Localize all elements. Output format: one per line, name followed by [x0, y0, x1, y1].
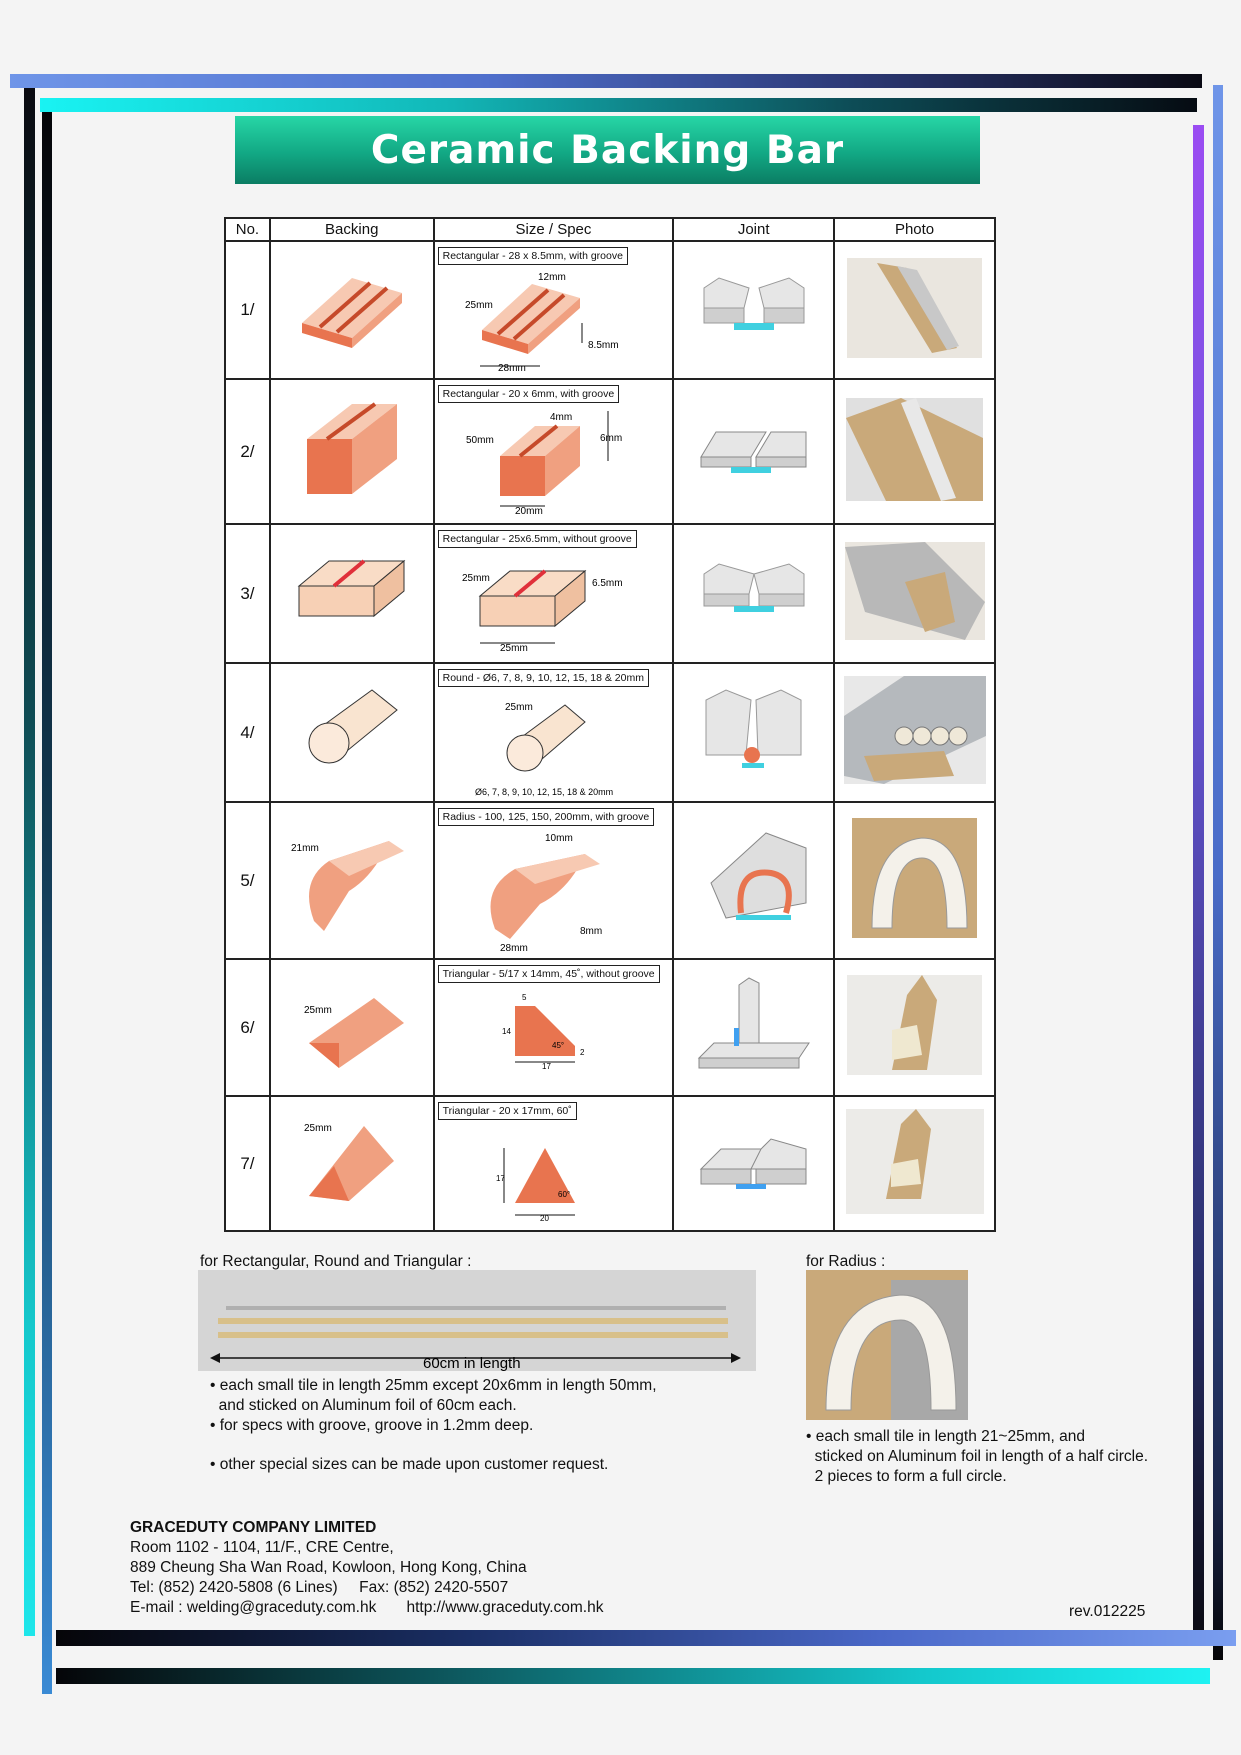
decorative-bar-bottom	[56, 1630, 1236, 1646]
spec-cell	[434, 241, 674, 379]
dim-label: 4mm	[549, 412, 572, 423]
dim-label: 20mm	[514, 506, 543, 517]
rect-note-1: • each small tile in length 25mm except 20x6mm in length 50mm,	[210, 1377, 657, 1394]
photo-cell	[834, 802, 995, 959]
spec-cell	[434, 379, 674, 524]
dim-label: 25mm	[461, 573, 490, 584]
joint-diagram-icon	[694, 973, 814, 1078]
spec-cell	[434, 1096, 674, 1231]
dim-label: 25mm	[499, 643, 528, 654]
product-photo	[847, 258, 982, 358]
header-no: No.	[225, 218, 270, 241]
backing-rect-flat-icon	[294, 556, 409, 626]
joint-cell	[673, 1096, 834, 1231]
company-phone: Tel: (852) 2420-5808 (6 Lines) Fax: (852) 2420-5507	[130, 1579, 509, 1596]
header-joint: Joint	[673, 218, 834, 241]
company-name: GRACEDUTY COMPANY LIMITED	[130, 1519, 377, 1536]
spec-label: Rectangular - 25x6.5mm, without groove	[438, 530, 637, 548]
spec-label: Triangular - 20 x 17mm, 60˚	[438, 1102, 577, 1120]
decorative-bar-top-cyan	[40, 98, 1197, 112]
spec-cell	[434, 802, 674, 959]
row-number: 2/	[225, 379, 270, 524]
header-backing: Backing	[270, 218, 434, 241]
backing-round-icon	[297, 685, 407, 775]
row-number: 4/	[225, 663, 270, 802]
photo-cell	[834, 379, 995, 524]
title-banner	[235, 116, 980, 184]
spec-label: Triangular - 5/17 x 14mm, 45˚, without groove	[438, 965, 660, 983]
photo-cell	[834, 1096, 995, 1231]
decorative-bar-right-purple	[1193, 125, 1204, 1635]
product-photo	[845, 542, 985, 640]
radius-note-2: sticked on Aluminum foil in length of a half circle.	[806, 1448, 1149, 1465]
joint-cell	[673, 802, 834, 959]
dim-label: 12mm	[537, 272, 566, 283]
dim-label: 8mm	[579, 926, 602, 937]
radius-note-1: • each small tile in length 21~25mm, and	[806, 1428, 1085, 1445]
row-number: 3/	[225, 524, 270, 663]
dim-label: 5	[521, 993, 527, 1002]
dim-label: 8.5mm	[587, 340, 619, 351]
joint-diagram-icon	[691, 1119, 816, 1204]
dim-label: 20	[539, 1214, 549, 1223]
header-spec: Size / Spec	[434, 218, 674, 241]
spec-label: Round - Ø6, 7, 8, 9, 10, 12, 15, 18 & 20mm	[438, 669, 649, 687]
backing-rect-groove-icon	[292, 263, 412, 353]
company-email-web[interactable]: E-mail : welding@graceduty.com.hk http://www.graceduty.com.hk	[130, 1599, 604, 1616]
header-photo: Photo	[834, 218, 995, 241]
photo-cell	[834, 241, 995, 379]
photo-cell	[834, 959, 995, 1096]
dim-label: 10mm	[544, 833, 573, 844]
spec-diagram-rect-groove	[460, 268, 640, 376]
spec-diagram-round	[460, 690, 655, 798]
backing-rect-groove-icon	[297, 394, 407, 504]
spec-label: Rectangular - 28 x 8.5mm, with groove	[438, 247, 628, 265]
joint-cell	[673, 663, 834, 802]
dim-label: Ø6, 7, 8, 9, 10, 12, 15, 18 & 20mm	[474, 787, 613, 797]
company-address-1: Room 1102 - 1104, 11/F., CRE Centre,	[130, 1539, 394, 1556]
joint-diagram-icon	[696, 685, 811, 775]
rect-note-3: • for specs with groove, groove in 1.2mm deep.	[210, 1417, 534, 1434]
dim-label: 50mm	[465, 435, 494, 446]
dim-label: 25mm	[304, 1123, 333, 1134]
dim-label: 28mm	[497, 363, 526, 374]
dim-label: 17	[495, 1174, 505, 1183]
spec-diagram-rect-flat	[460, 551, 640, 659]
company-info	[130, 1518, 603, 1618]
page-title: Ceramic Backing Bar	[370, 127, 845, 173]
dim-label: 25mm	[304, 1004, 333, 1016]
dim-label: 25mm	[504, 702, 533, 713]
decorative-bar-right	[1213, 85, 1223, 1660]
backing-cell	[270, 802, 434, 959]
radius-note-3: 2 pieces to form a full circle.	[806, 1468, 1007, 1485]
spec-cell	[434, 959, 674, 1096]
dim-label: 25mm	[464, 300, 493, 311]
backing-cell	[270, 663, 434, 802]
strip-photo	[198, 1270, 756, 1371]
joint-cell	[673, 241, 834, 379]
product-photo	[844, 676, 986, 784]
joint-cell	[673, 959, 834, 1096]
dim-label: 17	[541, 1062, 551, 1071]
backing-cell	[270, 1096, 434, 1231]
dim-label: 14	[501, 1027, 511, 1036]
joint-cell	[673, 379, 834, 524]
decorative-bar-left-inner	[42, 112, 52, 1694]
spec-diagram-triangular-45	[460, 986, 640, 1090]
row-number: 1/	[225, 241, 270, 379]
dim-label: 28mm	[499, 943, 528, 954]
decorative-bar-left	[24, 88, 35, 1636]
spec-label: Radius - 100, 125, 150, 200mm, with groove	[438, 808, 655, 826]
joint-diagram-icon	[691, 407, 816, 492]
photo-cell	[834, 663, 995, 802]
product-photo	[852, 818, 977, 938]
rect-note-2: and sticked on Aluminum foil of 60cm each.	[210, 1397, 517, 1414]
joint-diagram-icon	[694, 268, 814, 348]
joint-diagram-icon	[694, 554, 814, 629]
backing-triangular-icon	[294, 1111, 409, 1211]
backing-radius-icon	[289, 821, 414, 936]
table-row	[225, 379, 995, 524]
spec-cell	[434, 524, 674, 663]
spec-diagram-triangular-60	[460, 1123, 640, 1227]
dim-label: 6mm	[599, 433, 622, 444]
backing-cell	[270, 379, 434, 524]
rect-notes-heading: for Rectangular, Round and Triangular :	[200, 1253, 472, 1270]
table-row	[225, 1096, 995, 1231]
dim-label: 60°	[557, 1190, 570, 1199]
spec-label: Rectangular - 20 x 6mm, with groove	[438, 385, 620, 403]
spec-diagram-rect-groove	[460, 406, 640, 518]
photo-cell	[834, 524, 995, 663]
product-photo	[846, 398, 983, 501]
length-label: 60cm in length	[423, 1355, 521, 1371]
table-row	[225, 663, 995, 802]
spec-table	[224, 217, 996, 1232]
backing-cell	[270, 241, 434, 379]
radius-notes-heading: for Radius :	[806, 1253, 886, 1270]
product-photo	[846, 1109, 984, 1214]
dim-label: 6.5mm	[591, 578, 623, 589]
dim-label: 45°	[551, 1041, 564, 1050]
spec-diagram-radius	[460, 829, 640, 955]
product-photo	[847, 975, 982, 1075]
rect-note-4: • other special sizes can be made upon customer request.	[210, 1456, 609, 1473]
backing-triangular-icon	[289, 973, 414, 1078]
joint-diagram-icon	[696, 823, 811, 933]
table-row	[225, 802, 995, 959]
dim-label: 21mm	[291, 842, 320, 854]
table-header-row	[225, 218, 995, 241]
joint-cell	[673, 524, 834, 663]
revision-label: rev.012225	[1069, 1603, 1146, 1620]
decorative-bar-top	[10, 74, 1202, 88]
dim-label: 2	[579, 1048, 585, 1057]
row-number: 6/	[225, 959, 270, 1096]
backing-cell	[270, 959, 434, 1096]
radius-photo	[806, 1270, 968, 1420]
table-row	[225, 241, 995, 379]
backing-cell	[270, 524, 434, 663]
row-number: 7/	[225, 1096, 270, 1231]
table-row	[225, 959, 995, 1096]
row-number: 5/	[225, 802, 270, 959]
table-row	[225, 524, 995, 663]
spec-cell	[434, 663, 674, 802]
company-address-2: 889 Cheung Sha Wan Road, Kowloon, Hong Kong, China	[130, 1559, 527, 1576]
decorative-bar-bottom-cyan	[56, 1668, 1210, 1684]
